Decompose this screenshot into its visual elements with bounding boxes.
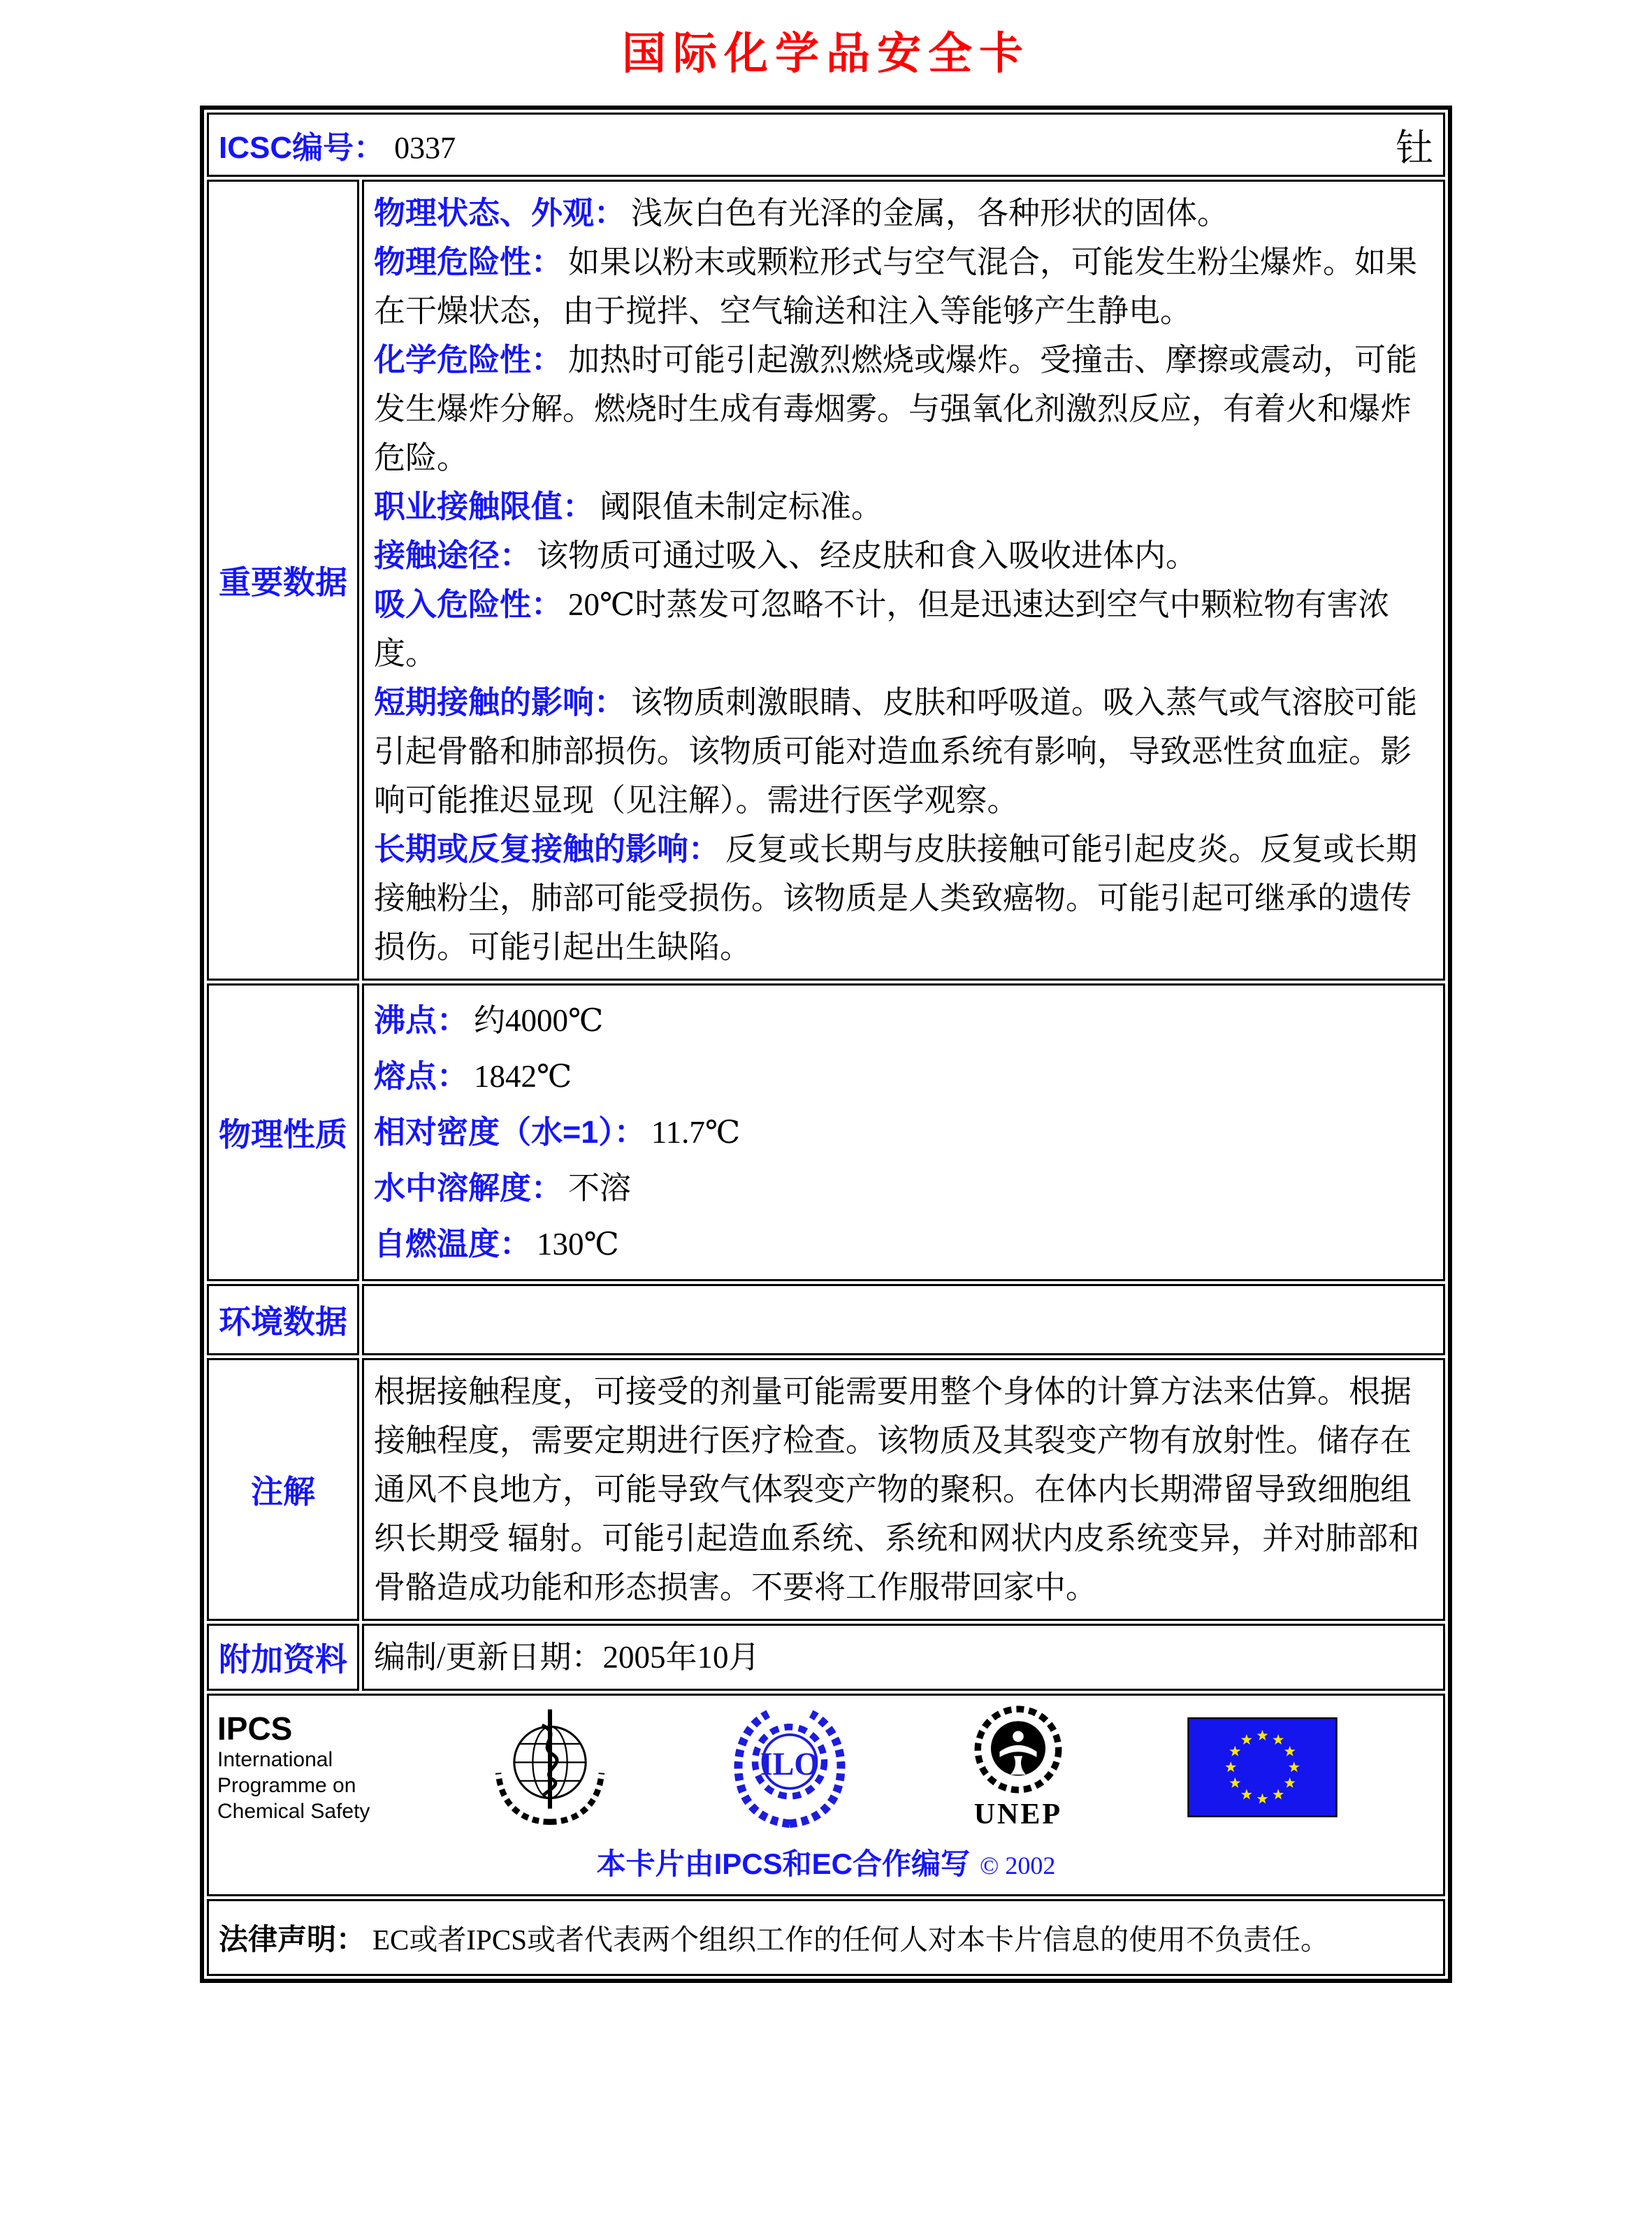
unep-logo-text: UNEP	[973, 1798, 1063, 1831]
important-data-row	[207, 180, 1445, 981]
logos-cell	[207, 1694, 1445, 1896]
ipcs-name: IPCS	[217, 1710, 293, 1747]
property-item: 熔点： 1842℃	[374, 1058, 572, 1094]
icsc-number	[219, 122, 456, 167]
unep-block	[963, 1705, 1073, 1830]
legal-notice-text: EC或者IPCS或者代表两个组织工作的任何人对本卡片信息的使用不负责任。	[372, 1924, 1330, 1956]
data-item: 物理状态、外观： 浅灰白色有光泽的金属，各种形状的固体。	[374, 195, 1229, 231]
property-item: 沸点： 约4000℃	[374, 1002, 604, 1038]
ilo-logo-text: ILO	[760, 1746, 820, 1782]
environmental-data-row	[207, 1284, 1445, 1355]
header-cell	[207, 113, 1445, 177]
property-item: 相对密度（水=1）： 11.7℃	[374, 1114, 741, 1150]
logo-strip	[209, 1704, 1443, 1830]
section-label-additional-info: 附加资料	[207, 1624, 359, 1691]
unep-logo-icon	[963, 1705, 1073, 1794]
legal-notice-label: 法律声明：	[219, 1923, 366, 1956]
cooperation-caption	[209, 1841, 1443, 1883]
eu-flag-icon	[1187, 1717, 1338, 1817]
substance-name: 钍	[1396, 127, 1433, 169]
icsc-number-label: ICSC编号：	[219, 131, 385, 165]
ipcs-subtitle-line: International	[217, 1747, 333, 1771]
notes-row	[207, 1358, 1445, 1621]
notes-text: 根据接触程度，可接受的剂量可能需要用整个身体的计算方法来估算。根据接触程度，需要定期进行医疗检查。该物质及其裂变产物有放射性。储存在通风不良地方，可能导致气体裂变产物的聚积。在体内长期滞留导致细胞组织长期受 辐射。可能引起造血系统、系统和网状内皮系统变异，并对肺部和骨骼造成功能和形态损害。不要将工作服带回家中。	[374, 1374, 1420, 1605]
page-title: 国际化学品安全卡	[622, 29, 1030, 78]
additional-info-row	[207, 1624, 1445, 1691]
ipcs-subtitle-line: Programme on	[217, 1773, 356, 1797]
caption-text: 本卡片由IPCS和EC合作编写	[596, 1847, 970, 1880]
data-item: 接触途径： 该物质可通过吸入、经皮肤和食入吸收进体内。	[374, 538, 1198, 573]
data-item: 长期或反复接触的影响： 反复或长期与皮肤接触可能引起皮炎。反复或长期接触粉尘，肺部可能受损伤。该物质是人类致癌物。可能引起可继承的遗传损伤。可能引起出生缺陷。	[374, 831, 1418, 965]
ipcs-subtitle-line: Chemical Safety	[217, 1799, 370, 1823]
physical-properties-row	[207, 983, 1445, 1281]
legal-row	[207, 1899, 1445, 1976]
physical-properties-content	[362, 983, 1445, 1281]
data-item: 短期接触的影响： 该物质刺激眼睛、皮肤和呼吸道。吸入蒸气或气溶胶可能引起骨骼和肺部损伤。该物质可能对造血系统有影响，导致恶性贫血症。影响可能推迟显现（见注解）。需进行医学观察。	[374, 684, 1418, 818]
logos-row	[207, 1694, 1445, 1896]
environmental-data-content	[362, 1284, 1445, 1355]
legal-notice	[207, 1899, 1445, 1976]
section-label-important-data: 重要数据	[207, 180, 359, 981]
section-label-environmental-data: 环境数据	[207, 1284, 359, 1355]
ilo-logo-icon	[730, 1705, 850, 1828]
header-row	[207, 113, 1445, 177]
data-item: 化学危险性： 加热时可能引起激烈燃烧或爆炸。受撞击、摩擦或震动，可能发生爆炸分解。燃烧时生成有毒烟雾。与强氧化剂激烈反应，有着火和爆炸危险。	[374, 342, 1418, 475]
ipcs-block	[217, 1710, 370, 1824]
notes-content	[362, 1358, 1445, 1621]
section-label-notes: 注解	[207, 1358, 359, 1621]
property-item: 水中溶解度： 不溶	[374, 1170, 632, 1206]
who-logo-icon	[484, 1704, 616, 1830]
important-data-content	[362, 180, 1445, 981]
section-label-physical-properties: 物理性质	[207, 983, 359, 1281]
property-item: 自燃温度： 130℃	[374, 1226, 619, 1262]
icsc-card-table	[200, 106, 1452, 1983]
data-item: 物理危险性： 如果以粉末或颗粒形式与空气混合，可能发生粉尘爆炸。如果在干燥状态，由于搅拌、空气输送和注入等能够产生静电。	[374, 244, 1418, 329]
copyright-text: © 2002	[980, 1852, 1056, 1880]
additional-info-content: 编制/更新日期：2005年10月	[362, 1624, 1445, 1691]
data-item: 职业接触限值： 阈限值未制定标准。	[374, 489, 883, 524]
icsc-number-value: 0337	[394, 131, 456, 165]
data-item: 吸入危险性： 20℃时蒸发可忽略不计，但是迅速达到空气中颗粒物有害浓度。	[374, 586, 1390, 671]
